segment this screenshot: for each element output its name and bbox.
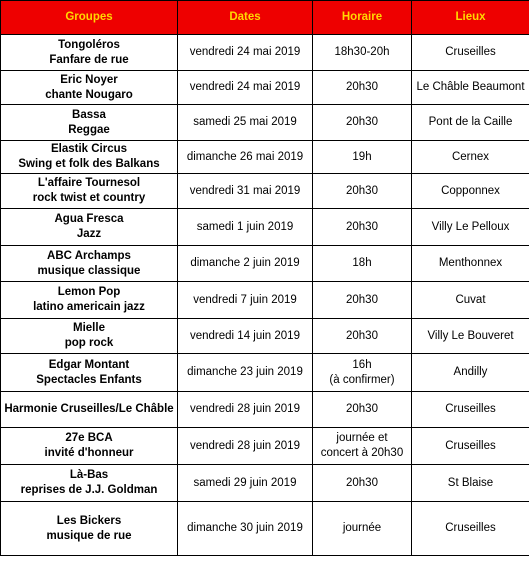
cell-group: [1, 209, 178, 246]
cell-time: [313, 105, 412, 141]
cell-place: Menthonnex: [412, 246, 529, 282]
group-line: musique classique: [37, 264, 141, 277]
time-line: 20h30: [346, 476, 378, 489]
time-line: 20h30: [346, 116, 378, 128]
time-line: 20h30: [346, 293, 378, 306]
group-line: latino americain jazz: [33, 301, 145, 313]
header-horaire: Horaire: [313, 1, 412, 35]
group-line: Edgar Montant: [48, 358, 130, 371]
header-row: [1, 1, 529, 35]
table-row: [1, 282, 529, 319]
cell-date: dimanche 2 juin 2019: [178, 246, 313, 282]
group-line: Agua Fresca: [54, 213, 124, 225]
cell-time: [313, 209, 412, 246]
cell-date: vendredi 28 juin 2019: [178, 428, 313, 465]
group-line: Les Bickers: [56, 514, 122, 527]
group-line: Swing et folk des Balkans: [18, 158, 160, 170]
cell-date: samedi 25 mai 2019: [178, 105, 313, 141]
group-line: invité d'honneur: [44, 447, 134, 459]
time-line: 16h: [352, 358, 372, 371]
time-line: 20h30: [346, 81, 378, 93]
cell-group: [1, 71, 178, 105]
table-row: [1, 465, 529, 502]
cell-place: Andilly: [412, 354, 529, 392]
cell-place: Copponnex: [412, 174, 529, 209]
time-line: 20h30: [346, 184, 378, 197]
cell-date: dimanche 23 juin 2019: [178, 354, 313, 392]
cell-time: [313, 282, 412, 319]
table-row: [1, 428, 529, 465]
time-line: journée: [342, 522, 382, 534]
cell-group: [1, 465, 178, 502]
time-line: 19h: [352, 150, 372, 163]
cell-date: vendredi 14 juin 2019: [178, 319, 313, 354]
cell-place: Cernex: [412, 141, 529, 174]
cell-group: [1, 35, 178, 71]
cell-time: [313, 319, 412, 354]
group-line: Là-Bas: [69, 469, 109, 481]
cell-place: Cruseilles: [412, 35, 529, 71]
schedule-body: [1, 35, 529, 556]
group-line: Jazz: [76, 228, 102, 240]
group-line: 27e BCA: [65, 432, 113, 444]
cell-group: [1, 141, 178, 174]
group-line: Mielle: [73, 322, 105, 334]
group-line: Reggae: [68, 123, 110, 136]
cell-group: [1, 174, 178, 209]
header-lieux: Lieux: [412, 1, 529, 35]
header-dates: Dates: [178, 1, 313, 35]
group-line: chante Nougaro: [45, 88, 133, 101]
cell-date: vendredi 7 juin 2019: [178, 282, 313, 319]
table-row: [1, 319, 529, 354]
group-line: rock twist et country: [32, 192, 146, 204]
cell-time: [313, 71, 412, 105]
time-line: 20h30: [346, 403, 378, 415]
table-row: [1, 354, 529, 392]
table-row: [1, 246, 529, 282]
group-line: Bassa: [72, 108, 106, 121]
group-line: Elastik Circus: [50, 143, 128, 155]
cell-date: dimanche 30 juin 2019: [178, 502, 313, 556]
cell-group: [1, 428, 178, 465]
time-line: 18h: [352, 257, 372, 269]
cell-place: Villy Le Pelloux: [412, 209, 529, 246]
group-line: Lemon Pop: [57, 286, 121, 298]
cell-group: [1, 354, 178, 392]
cell-date: vendredi 31 mai 2019: [178, 174, 313, 209]
time-line: journée et: [336, 432, 388, 444]
group-line: Spectacles Enfants: [36, 373, 142, 386]
cell-group: [1, 246, 178, 282]
group-line: L'affaire Tournesol: [37, 177, 141, 189]
cell-place: Villy Le Bouveret: [412, 319, 529, 354]
cell-group: [1, 319, 178, 354]
group-line: pop rock: [64, 337, 114, 349]
group-line: Eric Noyer: [60, 73, 118, 86]
time-line: concert à 20h30: [320, 447, 404, 459]
cell-place: Cruseilles: [412, 502, 529, 556]
group-line: reprises de J.J. Goldman: [20, 484, 158, 496]
cell-time: [313, 354, 412, 392]
cell-time: [313, 428, 412, 465]
cell-place: Cruseilles: [412, 392, 529, 428]
cell-date: vendredi 24 mai 2019: [178, 35, 313, 71]
cell-place: Pont de la Caille: [412, 105, 529, 141]
group-line: Harmonie Cruseilles/Le Châble: [4, 403, 174, 415]
group-line: ABC Archamps: [47, 249, 131, 262]
time-line: 18h30-20h: [334, 46, 390, 58]
time-line: 20h30: [346, 220, 378, 233]
cell-date: samedi 1 juin 2019: [178, 209, 313, 246]
cell-time: [313, 141, 412, 174]
cell-group: [1, 502, 178, 556]
cell-time: [313, 174, 412, 209]
table-row: [1, 141, 529, 174]
time-line: 20h30: [346, 329, 378, 342]
table-row: [1, 209, 529, 246]
cell-place: Cruseilles: [412, 428, 529, 465]
cell-time: [313, 35, 412, 71]
table-row: [1, 105, 529, 141]
cell-time: [313, 392, 412, 428]
group-line: Fanfare de rue: [49, 53, 129, 66]
cell-date: samedi 29 juin 2019: [178, 465, 313, 502]
cell-time: [313, 246, 412, 282]
cell-group: [1, 282, 178, 319]
cell-date: vendredi 28 juin 2019: [178, 392, 313, 428]
group-line: musique de rue: [46, 529, 132, 542]
header-groupes: Groupes: [1, 1, 178, 35]
table-row: [1, 71, 529, 105]
time-line: (à confirmer): [329, 373, 395, 386]
cell-place: Le Châble Beaumont: [412, 71, 529, 105]
cell-group: [1, 392, 178, 428]
cell-time: [313, 502, 412, 556]
table-row: [1, 502, 529, 556]
cell-place: St Blaise: [412, 465, 529, 502]
group-line: Tongoléros: [58, 38, 120, 51]
cell-group: [1, 105, 178, 141]
cell-date: dimanche 26 mai 2019: [178, 141, 313, 174]
table-row: [1, 174, 529, 209]
table-row: [1, 392, 529, 428]
cell-date: vendredi 24 mai 2019: [178, 71, 313, 105]
cell-time: [313, 465, 412, 502]
table-row: [1, 35, 529, 71]
cell-place: Cuvat: [412, 282, 529, 319]
